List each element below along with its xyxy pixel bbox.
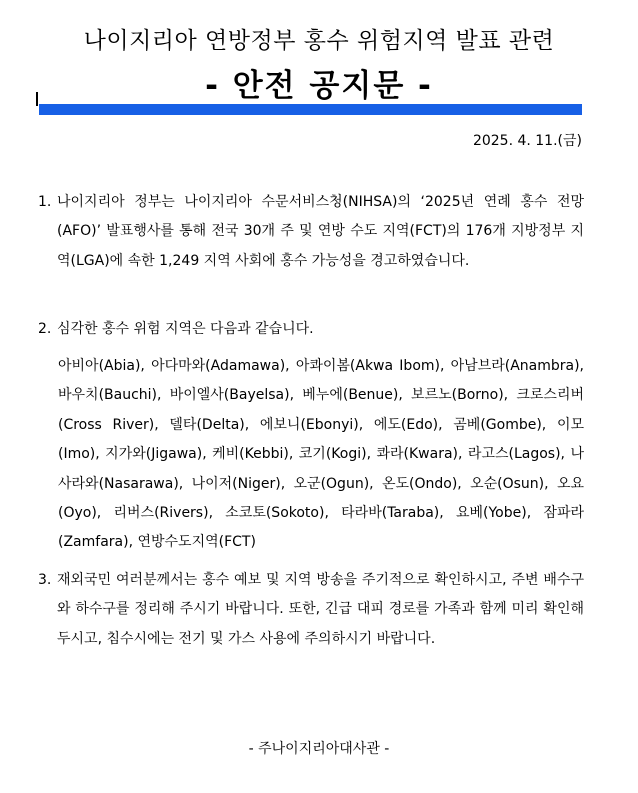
item-text: 나이지리아 정부는 나이지리아 수문서비스청(NIHSA)의 ‘2025년 연례 홍수 전망(AFO)’ 발표행사를 통해 전국 30개 주 및 연방 수도 지역(FCT)의 176개 지방정부 지역(LGA)에 속한 1,249 지역 사회에 홍수 가능성을 경고하였습니다. <box>57 194 584 269</box>
item-text: 재외국민 여러분께서는 홍수 예보 및 지역 방송을 주기적으로 확인하시고, 주변 배수구와 하수구를 정리해 주시기 바랍니다. 또한, 긴급 대피 경로를 가족과 함께 미리 확인해 두시고, 침수시에는 전기 및 가스 사용에 주의하시기 바랍니다. <box>57 572 584 647</box>
item-text: 심각한 홍수 위험 지역은 다음과 같습니다. <box>57 321 314 337</box>
item-number: 1. <box>38 194 52 210</box>
document-title: 나이지리아 연방정부 홍수 위험지역 발표 관련 <box>83 28 555 54</box>
item-number: 2. <box>38 321 52 337</box>
item-number: 3. <box>38 572 52 588</box>
notice-item-2 <box>38 315 584 344</box>
embassy-signature: - 주나이지리아대사관 - <box>248 741 390 757</box>
document-subtitle: - 안전 공지문 - <box>205 68 433 104</box>
text-cursor <box>36 92 38 106</box>
notice-item-3 <box>38 566 584 654</box>
flood-risk-region-list: 아비아(Abia), 아다마와(Adamawa), 아콰이봄(Akwa Ibom), 아남브라(Anambra), 바우치(Bauchi), 바이엘사(Bayelsa), 베누에(Benue), 보르노(Borno), 크로스리버(Cross River), 델타(Delta), 에보니(Ebonyi), 에도(Edo), 곰베(Gombe), 이모(Imo), 지가와(Jigawa), 케비(Kebbi), 코기(Kogi), 콰라(Kwara), 라고스(Lagos), 나사라와(Nasarawa), 나이저(Niger), 오군(Ogun), 온도(Ondo), 오순(Osun), 오요(Oyo), 리버스(Rivers), 소코토(Sokoto), 타라바(Taraba), 요베(Yobe), 잠파라(Zamfara), 연방수도지역(FCT) <box>58 358 584 551</box>
notice-date: 2025. 4. 11.(금) <box>472 133 582 149</box>
title-divider-bar <box>39 104 582 115</box>
notice-item-1 <box>38 188 584 276</box>
